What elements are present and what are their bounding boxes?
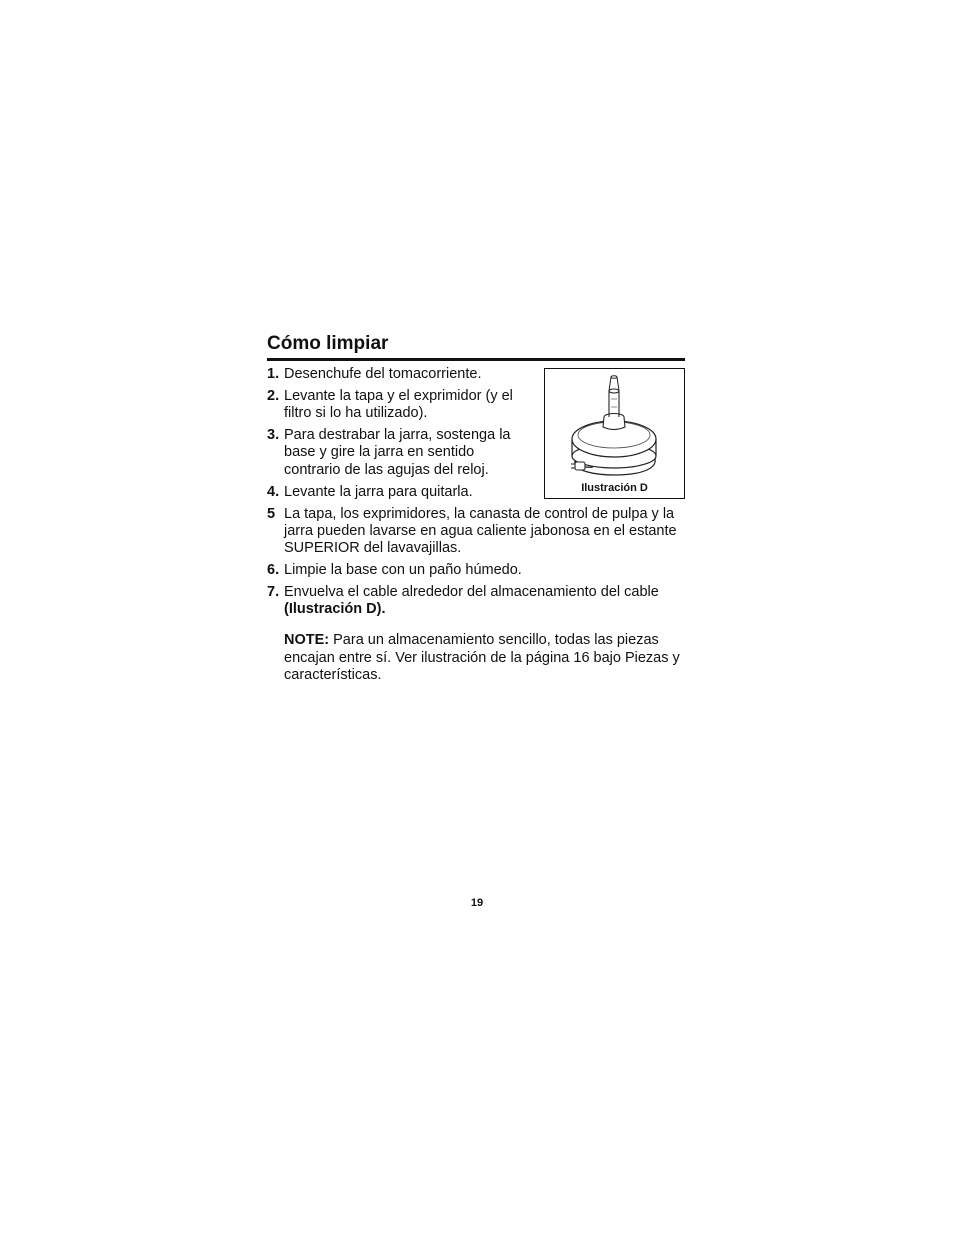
step-text: Desenchufe del tomacorriente.	[284, 366, 482, 382]
step-number: 7.	[267, 584, 280, 601]
title-rule	[267, 358, 685, 361]
note-text: Para un almacenamiento sencillo, todas las piezas encajan entre sí. Ver ilustración de la página 16 bajo Piezas y características.	[284, 632, 680, 683]
step-number: 4.	[267, 483, 280, 500]
step-text: Envuelva el cable alrededor del almacenamiento del cable	[284, 584, 659, 601]
step-7	[267, 584, 685, 684]
figure-d	[544, 368, 685, 499]
step-number: 2.	[267, 388, 280, 404]
juicer-base-illustration-icon	[545, 369, 684, 498]
step-text: Levante la jarra para quitarla.	[284, 483, 473, 500]
step-number: 1.	[267, 366, 280, 382]
step-number: 5	[267, 505, 276, 522]
page-number: 19	[470, 897, 484, 909]
figure-caption: Ilustración D	[581, 482, 648, 494]
step-text: La tapa, los exprimidores, la canasta de control de pulpa y la jarra pueden lavarse en agua caliente jabonosa en el estante SUPERIOR del lavavajillas.	[284, 505, 677, 557]
step-6	[267, 562, 685, 579]
step-number: 3.	[267, 427, 280, 444]
step-text-wrap	[284, 584, 685, 684]
step-text: Levante la tapa y el exprimidor (y el filtro si lo ha utilizado).	[284, 388, 513, 422]
step-figure-ref: (Ilustración D).	[284, 601, 386, 618]
step-text: Limpie la base con un paño húmedo.	[284, 562, 522, 579]
section-title: Cómo limpiar	[267, 333, 389, 354]
step-text: Para destrabar la jarra, sostenga la base y gire la jarra en sentido contrario de las agujas del reloj.	[284, 427, 511, 478]
step-number: 6.	[267, 562, 280, 579]
step-5	[267, 506, 685, 558]
note	[284, 632, 685, 684]
note-label: NOTE:	[284, 632, 330, 649]
